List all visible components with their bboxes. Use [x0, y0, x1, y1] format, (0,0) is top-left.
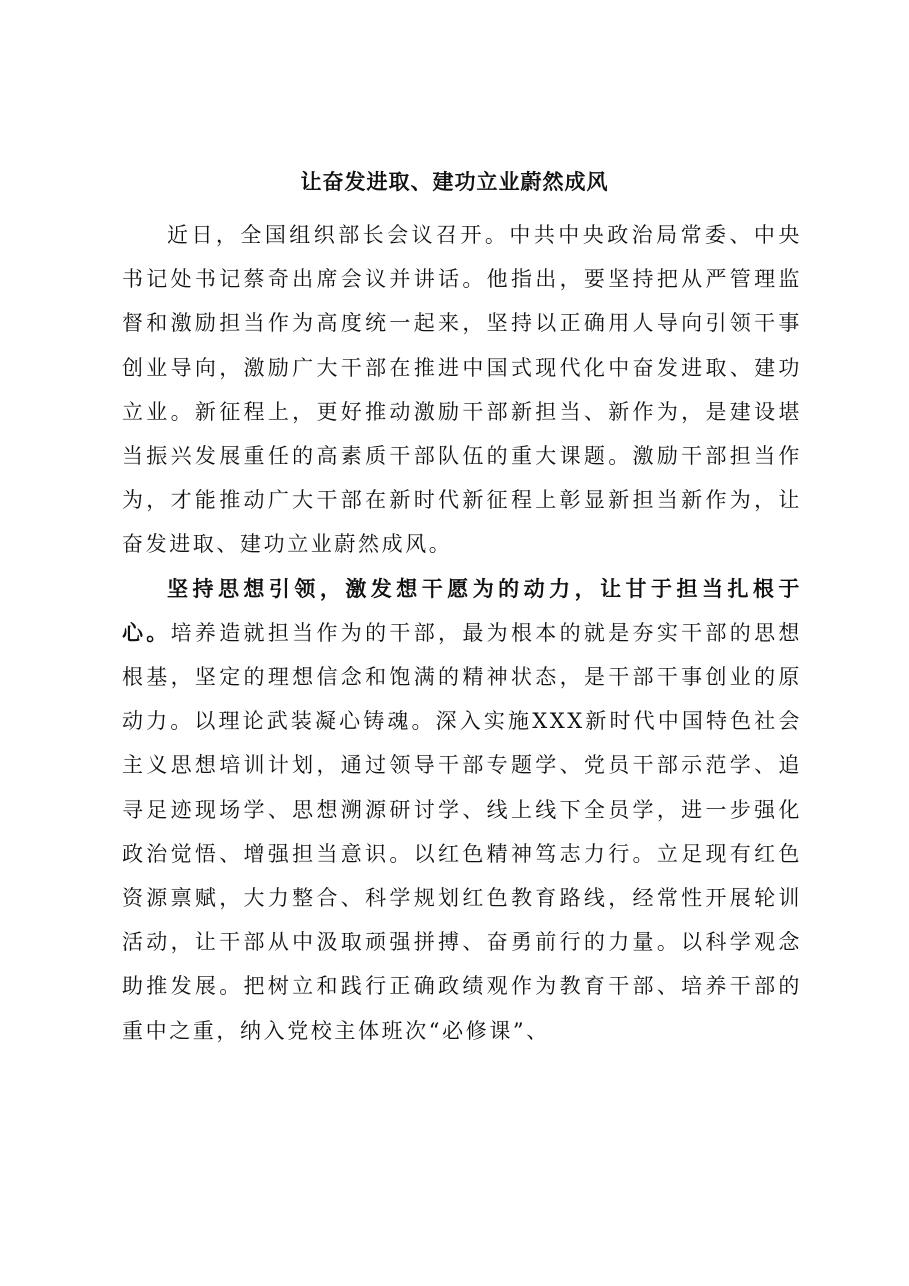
- document-title: 让奋发进取、建功立业蔚然成风: [300, 169, 609, 194]
- paragraph-1: [122, 213, 802, 567]
- paragraph-2: [122, 567, 802, 1053]
- paragraph-1-text: 近日，全国组织部长会议召开。中共中央政治局常委、中央书记处书记蔡奇出席会议并讲话。他指出，要坚持把从严管理监督和激励担当作为高度统一起来，坚持以正确用人导向引领干事创业导向，激励广大干部在推进中国式现代化中奋发进取、建功立业。新征程上，更好推动激励干部新担当、新作为，是建设堪当振兴发展重任的高素质干部队伍的重大课题。激励干部担当作为，才能推动广大干部在新时代新征程上彰显新担当新作为，让奋发进取、建功立业蔚然成风。: [122, 223, 802, 557]
- document-body: [122, 213, 802, 1053]
- paragraph-2-text: 培养造就担当作为的干部，最为根本的就是夯实干部的思想根基，坚定的理想信念和饱满的精神状态，是干部干事创业的原动力。以理论武装凝心铸魂。深入实施XXX新时代中国特色社会主义思想培训计划，通过领导干部专题学、党员干部示范学、追寻足迹现场学、思想溯源研讨学、线上线下全员学，进一步强化政治觉悟、增强担当意识。以红色精神笃志力行。立足现有红色资源禀赋，大力整合、科学规划红色教育路线，经常性开展轮训活动，让干部从中汲取顽强拼搏、奋勇前行的力量。以科学观念助推发展。把树立和践行正确政绩观作为教育干部、培养干部的重中之重，纳入党校主体班次“必修课”、: [122, 620, 802, 1043]
- paragraph-2-lead: 坚持思想引领，激发想干愿为的动力，让甘于担当扎根于心。: [122, 575, 802, 645]
